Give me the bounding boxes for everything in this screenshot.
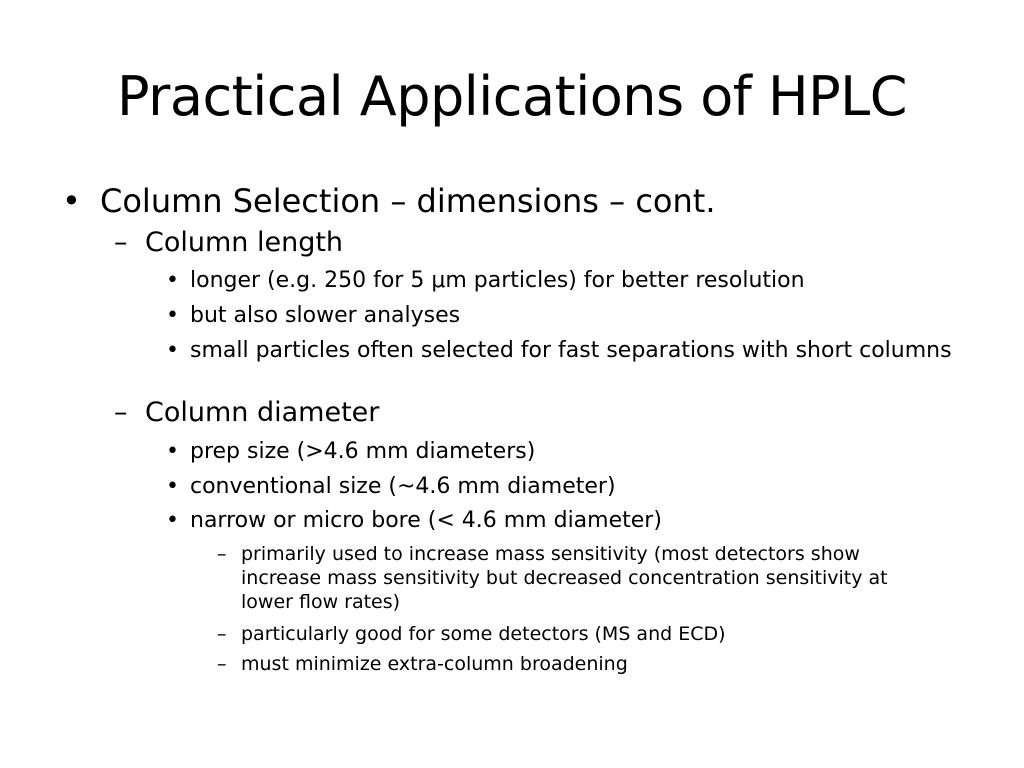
list-item-text: but also slower analyses <box>190 303 461 328</box>
subheading-text: Column length <box>145 227 344 258</box>
dash-marker: – <box>217 623 227 645</box>
list-item-text: small particles often selected for fast separations with short columns <box>190 338 952 363</box>
dash-marker: – <box>114 227 128 258</box>
subheading-column-length <box>114 226 994 260</box>
sub-list-item-text: must minimize extra-column broadening <box>241 653 628 675</box>
sub-list-item-text: primarily used to increase mass sensitivity (most detectors show increase mass sensitivity but decreased concentration sensitivity at lower flow rates) <box>241 543 888 613</box>
list-item <box>166 508 956 534</box>
bullet-marker: • <box>166 268 179 293</box>
bullet-marker: • <box>166 474 179 499</box>
subheading-column-diameter <box>114 396 994 430</box>
bullet-marker: • <box>62 182 81 220</box>
sub-list-item <box>217 652 937 676</box>
slide-title: Practical Applications of HPLC <box>117 65 907 128</box>
bullet-marker: • <box>166 439 179 464</box>
sub-list-item <box>217 542 937 614</box>
sub-list-item <box>217 622 937 646</box>
list-item <box>166 303 956 329</box>
list-item-text: longer (e.g. 250 for 5 μm particles) for better resolution <box>190 268 805 293</box>
dash-marker: – <box>114 397 128 428</box>
bullet-column-selection <box>62 180 1002 222</box>
list-item <box>166 268 956 294</box>
dash-marker: – <box>217 543 227 565</box>
sub-list-item-text: particularly good for some detectors (MS and ECD) <box>241 623 726 645</box>
bullet-marker: • <box>166 508 179 533</box>
subheading-text: Column diameter <box>145 397 380 428</box>
bullet-marker: • <box>166 338 179 363</box>
list-item-text: prep size (>4.6 mm diameters) <box>190 439 536 464</box>
dash-marker: – <box>217 653 227 675</box>
list-item-text: narrow or micro bore (< 4.6 mm diameter) <box>190 508 662 533</box>
list-item <box>166 474 956 500</box>
list-item <box>166 439 956 465</box>
list-item-text: conventional size (~4.6 mm diameter) <box>190 474 616 499</box>
list-item <box>166 338 956 364</box>
bullet-marker: • <box>166 303 179 328</box>
bullet-text: Column Selection – dimensions – cont. <box>100 182 716 220</box>
